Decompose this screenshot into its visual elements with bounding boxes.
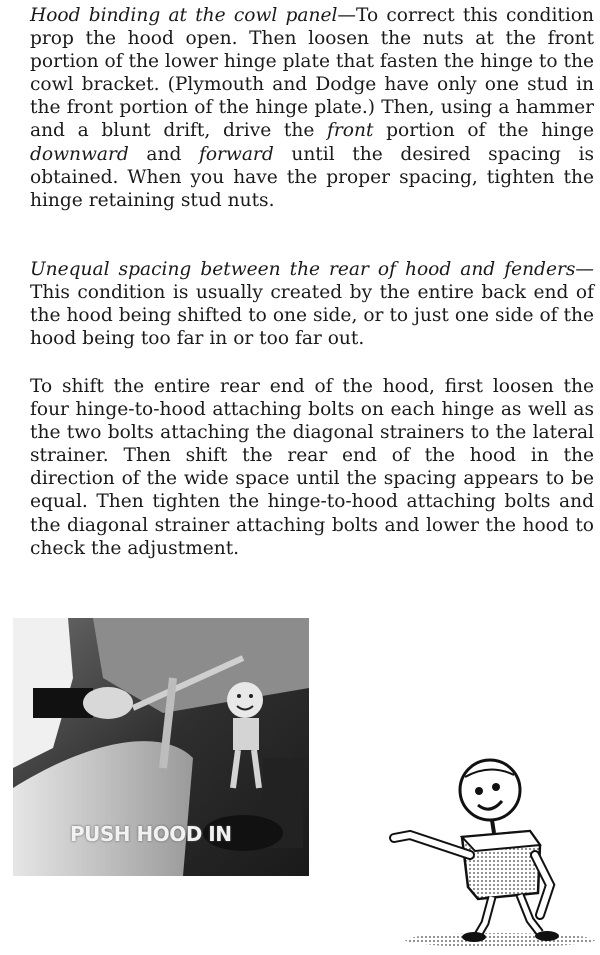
emphasis-downward: downward: [30, 143, 129, 165]
mascot-illustration: [380, 755, 595, 950]
emphasis-forward: forward: [198, 143, 274, 165]
paragraph-text: until the desired spacing is obtained. When you have the proper spacing, tighten the hinge retaining stud nuts.: [30, 143, 594, 211]
paragraph-text: —This condition is usually created by the entire back end of the hood being shifted to one side, or to just one side of the hood being too far in or too far out.: [30, 259, 594, 350]
heading-unequal-spacing: Unequal spacing between the rear of hood and fenders: [30, 259, 576, 280]
photo-caption: PUSH HOOD IN: [70, 822, 232, 846]
heading-hood-binding: Hood binding at the cowl panel: [30, 5, 338, 26]
paragraph-unequal-spacing: [8, 258, 594, 350]
pointing-mascot-icon: [380, 755, 595, 950]
paragraph-text: and: [128, 143, 199, 165]
paragraph-text: —To correct this condition prop the hood open. Then loosen the nuts at the front portion of the lower hinge plate that fasten the hinge to the cowl bracket. (Plymouth and Dodge have only one stud in the front portion of the hinge plate.) Then, using a hammer and a blunt drift, drive the: [30, 5, 594, 142]
paragraph-shift-rear-end: [8, 375, 594, 560]
emphasis-front: front: [327, 120, 374, 142]
paragraph-hood-binding: [8, 4, 594, 212]
paragraph-text: portion of the hinge: [373, 120, 595, 142]
hood-adjustment-photo: [13, 618, 309, 876]
paragraph-text: To shift the entire rear end of the hood, first loosen the four hinge-to-hood attaching bolts on each hinge as well as the two bolts attaching the diagonal strainers to the lateral strainer. Then shift the rear end of the hood in the direction of the wide space until the spacing appears to be equal. Then tighten the hinge-to-hood attaching bolts and the diagonal strainer attaching bolts and lower the hood to check the adjustment.: [30, 376, 594, 559]
